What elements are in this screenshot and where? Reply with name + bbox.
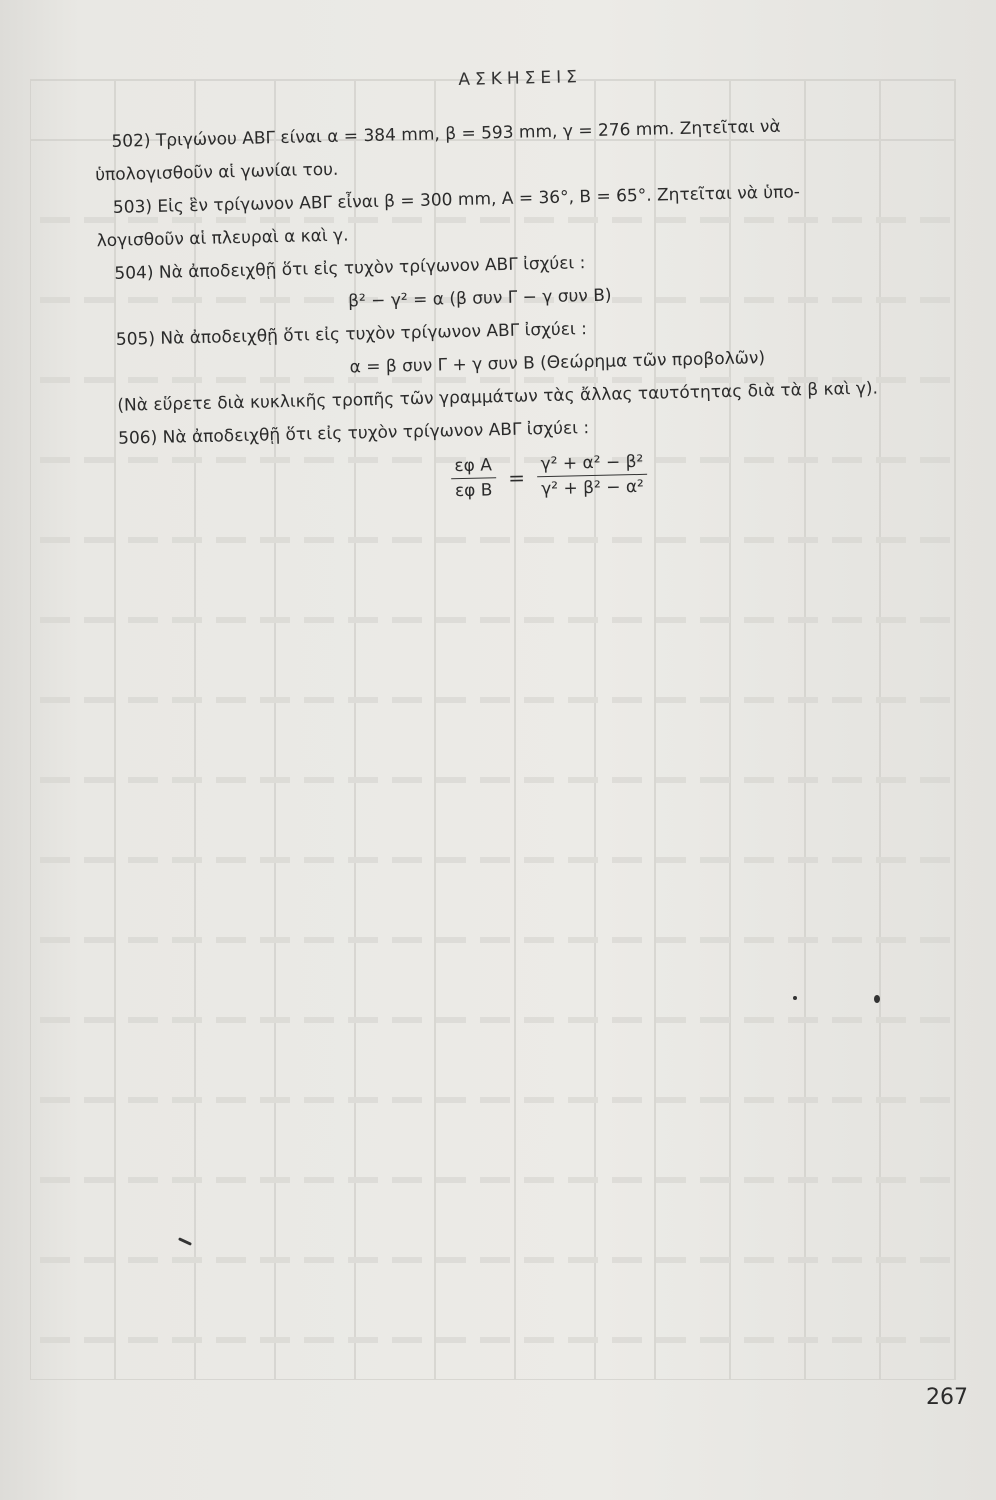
rhs-numerator: γ² + α² − β² — [536, 452, 647, 478]
exercise-505-formula: α = β συν Γ + γ συν Β (Θεώρημα τῶν προβολῶν) — [349, 348, 766, 378]
rhs-denominator: γ² + β² − α² — [540, 476, 645, 500]
exercise-504-line1: 504) Νὰ ἀποδειχθῇ ὅτι εἰς τυχὸν τρίγωνον ΑΒΓ ἰσχύει : — [114, 253, 586, 284]
formula-rhs-fraction — [536, 452, 648, 499]
equals-sign: = — [507, 465, 526, 490]
exercise-502-line1: 502) Τριγώνου ΑΒΓ είναι α = 384 mm, β = 593 mm, γ = 276 mm. Ζητεῖται νὰ — [111, 116, 781, 152]
dust-speck — [874, 995, 880, 1003]
lhs-numerator: εφ Α — [450, 455, 496, 479]
exercise-503-line1: 503) Εἰς ἓν τρίγωνον ΑΒΓ εἶναι β = 300 mm, Α = 36°, Β = 65°. Ζητεῖται νὰ ὑπο- — [112, 182, 801, 218]
page-number: 267 — [926, 1385, 968, 1410]
exercise-block — [94, 59, 945, 509]
lhs-denominator: εφ Β — [454, 480, 493, 502]
section-heading: ΑΣΚΗΣΕΙΣ — [458, 67, 583, 90]
exercise-505-note: (Νὰ εὕρετε διὰ κυκλικῆς τροπῆς τῶν γραμμάτων τὰς ἄλλας ταυτότητας διὰ τὰ β καὶ γ). — [117, 378, 879, 416]
exercise-505-line1: 505) Νὰ ἀποδειχθῇ ὅτι εἰς τυχὸν τρίγωνον ΑΒΓ ἰσχύει : — [115, 319, 588, 350]
exercise-502-line2: ὑπολογισθοῦν αἱ γωνίαι του. — [94, 159, 339, 186]
exercise-504-formula: β² − γ² = α (β συν Γ − γ συν Β) — [347, 285, 612, 312]
exercise-506-line1: 506) Νὰ ἀποδειχθῇ ὅτι εἰς τυχὸν τρίγωνον ΑΒΓ ἰσχύει : — [117, 418, 590, 449]
exercise-503-line2: λογισθοῦν αἱ πλευραὶ α καὶ γ. — [96, 225, 349, 252]
dust-speck — [793, 996, 797, 1000]
formula-lhs-fraction — [450, 455, 496, 501]
